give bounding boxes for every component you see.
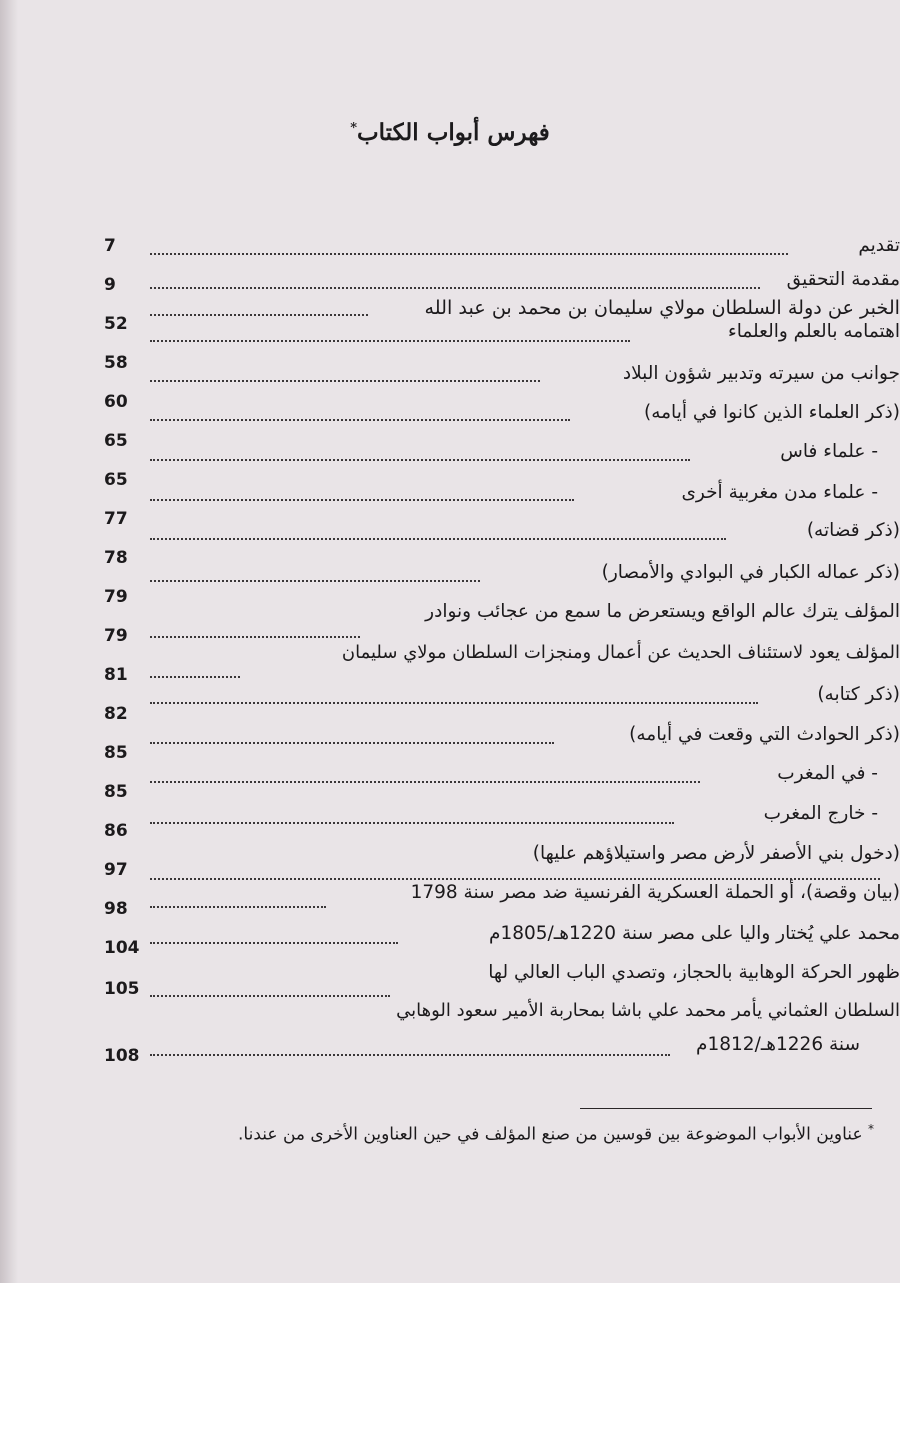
toc-leader-dots bbox=[150, 700, 758, 704]
toc-entry-title: - في المغرب bbox=[777, 763, 878, 784]
toc-entry-title: - خارج المغرب bbox=[763, 803, 878, 824]
toc-leader-dots bbox=[150, 993, 390, 997]
toc-leader-dots bbox=[150, 285, 760, 289]
toc-entry-title: - علماء مدن مغربية أخرى bbox=[681, 482, 878, 503]
toc-entry-title: (ذكر كتابه) bbox=[817, 684, 900, 705]
toc-page-number: 65 bbox=[104, 470, 128, 490]
toc-page-number: 77 bbox=[104, 509, 128, 529]
toc-entry-title: السلطان العثماني يأمر محمد علي باشا بمحاربة الأمير سعود الوهابي bbox=[396, 1000, 900, 1021]
toc-entry-title: ظهور الحركة الوهابية بالحجاز، وتصدي الباب العالي لها bbox=[488, 962, 900, 983]
toc-leader-dots bbox=[150, 876, 880, 880]
toc-page-number: 58 bbox=[104, 353, 128, 373]
toc-page-number: 105 bbox=[104, 979, 140, 999]
toc-entry-title: المؤلف يترك عالم الواقع ويستعرض ما سمع من عجائب ونوادر bbox=[425, 601, 900, 622]
toc-leader-dots bbox=[150, 740, 554, 744]
toc-entry-title: الخبر عن دولة السلطان مولاي سليمان بن محمد بن عبد الله bbox=[424, 296, 900, 319]
toc-leader-dots bbox=[150, 674, 240, 678]
toc-leader-dots bbox=[150, 820, 674, 824]
toc-page-number: 108 bbox=[104, 1046, 140, 1066]
toc-page-number: 65 bbox=[104, 431, 128, 451]
toc-leader-dots bbox=[150, 779, 700, 783]
toc-entry-continuation: سنة 1226هـ/1812م bbox=[696, 1034, 860, 1055]
toc-leader-dots bbox=[150, 497, 574, 501]
toc-entry-title: (ذكر عماله الكبار في البوادي والأمصار) bbox=[601, 562, 900, 583]
footnote-separator bbox=[580, 1108, 872, 1109]
toc-entry-title: اهتمامه بالعلم والعلماء bbox=[728, 321, 900, 342]
toc-leader-dots bbox=[150, 378, 540, 382]
toc-leader-dots bbox=[150, 904, 326, 908]
toc-page-number: 82 bbox=[104, 704, 128, 724]
toc-leader-dots bbox=[150, 312, 368, 316]
toc-page-number: 104 bbox=[104, 938, 140, 958]
toc-leader-dots bbox=[150, 251, 788, 255]
toc-page-number: 7 bbox=[104, 236, 116, 256]
toc-leader-dots bbox=[150, 1052, 670, 1056]
toc-leader-dots bbox=[150, 457, 690, 461]
toc-page-number: 52 bbox=[104, 314, 128, 334]
toc-entry-title: (ذكر العلماء الذين كانوا في أيامه) bbox=[644, 402, 900, 423]
footnote-mark: * bbox=[868, 1122, 874, 1136]
toc-leader-dots bbox=[150, 536, 726, 540]
toc-entry-title: - علماء فاس bbox=[780, 441, 878, 462]
toc-page-number: 81 bbox=[104, 665, 128, 685]
toc-page-number: 98 bbox=[104, 899, 128, 919]
toc-page-number: 9 bbox=[104, 275, 116, 295]
toc-entry-title: (بيان وقصة)، أو الحملة العسكرية الفرنسية ضد مصر سنة 1798 bbox=[410, 882, 900, 903]
title-footnote-mark: * bbox=[350, 120, 357, 136]
toc-page-number: 85 bbox=[104, 743, 128, 763]
toc-page-number: 85 bbox=[104, 782, 128, 802]
footnote-text: عناوين الأبواب الموضوعة بين قوسين من صنع المؤلف في حين العناوين الأخرى من عندنا. bbox=[238, 1124, 863, 1145]
footnote bbox=[134, 1122, 874, 1145]
toc-page-number: 79 bbox=[104, 587, 128, 607]
toc-page-number: 97 bbox=[104, 860, 128, 880]
toc-leader-dots bbox=[150, 940, 398, 944]
toc-leader-dots bbox=[150, 634, 360, 638]
toc-entry-title: مقدمة التحقيق bbox=[786, 269, 900, 290]
toc-page-number: 79 bbox=[104, 626, 128, 646]
toc-leader-dots bbox=[150, 578, 480, 582]
toc-entry-title: محمد علي يُختار واليا على مصر سنة 1220هـ/1805م bbox=[488, 923, 900, 944]
toc-entry-title: (دخول بني الأصفر لأرض مصر واستيلاؤهم عليها) bbox=[532, 843, 900, 864]
toc-leader-dots bbox=[150, 417, 570, 421]
page-title-text: فهرس أبواب الكتاب bbox=[357, 119, 550, 146]
toc-entry-title: (ذكر الحوادث التي وقعت في أيامه) bbox=[629, 724, 900, 745]
toc-leader-dots bbox=[150, 338, 630, 342]
toc-entry-title: المؤلف يعود لاستئناف الحديث عن أعمال ومنجزات السلطان مولاي سليمان bbox=[341, 642, 900, 663]
toc-page-number: 60 bbox=[104, 392, 128, 412]
toc-entry-title: جوانب من سيرته وتدبير شؤون البلاد bbox=[622, 363, 900, 384]
toc-entry-title: (ذكر قضاته) bbox=[806, 520, 900, 541]
toc-page-number: 86 bbox=[104, 821, 128, 841]
toc-page-number: 78 bbox=[104, 548, 128, 568]
toc-entry-title: تقديم bbox=[858, 235, 900, 256]
